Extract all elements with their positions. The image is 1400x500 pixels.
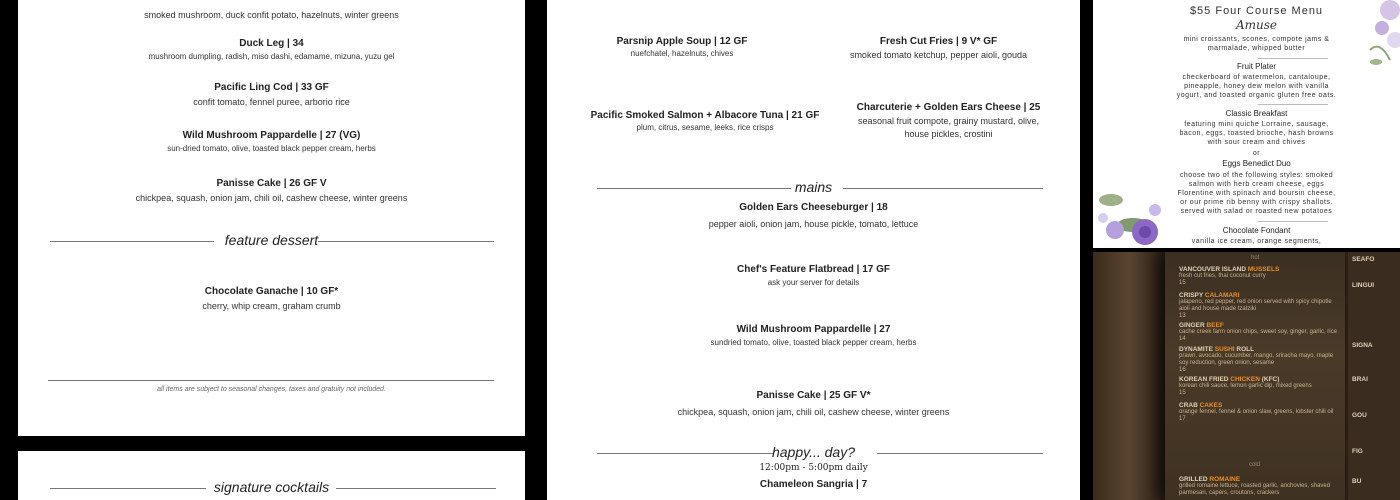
menu-panel-dinner bbox=[18, 0, 525, 436]
item-name: DYNAMITE bbox=[1179, 346, 1215, 353]
section-title-happy-day: happy... day? bbox=[771, 444, 856, 460]
item-price: 13 bbox=[1179, 313, 1186, 319]
menu-item bbox=[797, 36, 1080, 60]
item-name: GRILLED bbox=[1179, 476, 1210, 483]
item-name: KOREAN FRIED bbox=[1179, 376, 1231, 383]
menu-panel-lunch bbox=[547, 0, 1080, 500]
menu-item bbox=[547, 202, 1080, 229]
divider bbox=[1258, 221, 1328, 222]
divider bbox=[1258, 104, 1328, 105]
menu-item bbox=[547, 264, 1080, 287]
item-desc: smoked mushroom, duck confit potato, hazelnuts, winter greens bbox=[144, 10, 399, 20]
item-price: 16 bbox=[1179, 367, 1186, 373]
or-separator: or bbox=[1252, 150, 1261, 157]
menu-item bbox=[547, 324, 1080, 347]
item-name: Chocolate Ganache | 10 GF* bbox=[204, 286, 339, 297]
item-name-highlight: MUSSELS bbox=[1247, 266, 1280, 273]
item-name-highlight: BEEF bbox=[1206, 322, 1224, 329]
item-name: BRAI bbox=[1352, 376, 1368, 383]
menu-title: $55 Four Course Menu bbox=[1189, 5, 1324, 17]
item-name-highlight: CHICKEN bbox=[1230, 376, 1260, 383]
menu-item bbox=[547, 390, 1080, 417]
item-name-highlight: ROMAINE bbox=[1209, 476, 1241, 483]
menu-item bbox=[1179, 346, 1339, 374]
desc-line: served with salad or roasted new potatoes bbox=[1180, 208, 1333, 215]
desc-line: salmon with herb cream cheese, eggs bbox=[1188, 181, 1325, 188]
item-name: Wild Mushroom Pappardelle | 27 bbox=[736, 324, 891, 335]
item-desc: chickpea, squash, onion jam, chili oil, cashew cheese, winter greens bbox=[677, 407, 950, 417]
section-title-feature-dessert: feature dessert bbox=[224, 232, 319, 248]
footnote: all items are subject to seasonal changes, taxes and gratuity not included. bbox=[157, 386, 386, 393]
item-name: FIG bbox=[1352, 448, 1363, 455]
item-desc: cache creek farm onion chips, sweet soy, ginger, garlic, rice bbox=[1179, 329, 1337, 335]
item-name: GINGER bbox=[1179, 322, 1207, 329]
item-name: Wild Mushroom Pappardelle | 27 (VG) bbox=[182, 130, 361, 141]
printed-menu-card-right bbox=[1348, 252, 1400, 500]
desc-line: Florentine with spinach and boursin cheese, bbox=[1177, 190, 1336, 197]
item-name: SIGNA bbox=[1352, 342, 1373, 349]
course-desc: vanilla ice cream, orange segments, bbox=[1191, 238, 1322, 245]
item-desc: pepper aioli, onion jam, house pickle, tomato, lettuce bbox=[708, 219, 919, 229]
item-name: CRISPY bbox=[1179, 292, 1205, 299]
item-price: 15 bbox=[1179, 390, 1186, 396]
menu-item bbox=[18, 178, 525, 203]
menu-item bbox=[18, 38, 525, 61]
item-name: Pacific Ling Cod | 33 GF bbox=[214, 82, 329, 93]
item-name: SEAFO bbox=[1352, 256, 1375, 263]
item-name: Chef's Feature Flatbread | 17 GF bbox=[737, 264, 890, 275]
desc-line: checkerboard of watermelon, cantaloupe, bbox=[1182, 74, 1331, 81]
menu-item bbox=[1179, 376, 1339, 397]
item-name: Panisse Cake | 26 GF V bbox=[216, 178, 327, 189]
desc-line: choose two of the following styles: smoked bbox=[1179, 172, 1334, 179]
item-name: Duck Leg | 34 bbox=[239, 38, 304, 49]
course-title: Chocolate Fondant bbox=[1222, 226, 1291, 235]
photo-background bbox=[1093, 252, 1165, 500]
section-label-cold: cold bbox=[1249, 462, 1261, 468]
menu-item bbox=[1179, 266, 1339, 287]
item-name: Fresh Cut Fries | 9 V* GF bbox=[879, 36, 998, 47]
item-desc: sundried tomato, olive, toasted black pepper cream, herbs bbox=[710, 338, 917, 347]
item-name-highlight: CALAMARI bbox=[1204, 292, 1240, 299]
desc-line: mini croissants, scones, compote jams & bbox=[1183, 36, 1330, 43]
floral-decoration-icon bbox=[1360, 0, 1400, 80]
divider bbox=[48, 380, 494, 381]
brunch-menu-card bbox=[1093, 0, 1400, 248]
menu-item-top bbox=[18, 6, 525, 20]
item-desc: ask your server for details bbox=[767, 278, 860, 287]
item-name: Panisse Cake | 25 GF V* bbox=[756, 390, 871, 401]
course-title: Classic Breakfast bbox=[1225, 109, 1288, 118]
menu-item bbox=[547, 36, 817, 58]
course-title: Fruit Plater bbox=[1236, 62, 1277, 71]
desc-line: featuring mini quiche Lorraine, sausage, bbox=[1184, 121, 1329, 128]
section-label-hot: hot bbox=[1251, 255, 1260, 261]
item-desc: plum, citrus, sesame, leeks, rice crisps bbox=[636, 123, 774, 132]
menu-item bbox=[18, 130, 525, 153]
menu-item-dessert bbox=[18, 286, 525, 311]
menu-item bbox=[1179, 402, 1339, 423]
item-name: Pacific Smoked Salmon + Albacore Tuna | 21 GF bbox=[590, 110, 820, 121]
item-name: LINGUI bbox=[1352, 282, 1375, 289]
item-name-highlight: SUSHI bbox=[1214, 346, 1235, 353]
item-desc: confit tomato, fennel puree, arborio rice bbox=[193, 97, 350, 107]
desc-line: or our prime rib benny with crispy shallots. bbox=[1180, 199, 1333, 206]
item-desc: smoked tomato ketchup, pepper aioli, gouda bbox=[849, 50, 1028, 60]
desc-line: pineapple, honey dew melon with vanilla bbox=[1184, 83, 1329, 90]
menu-item bbox=[1179, 476, 1339, 497]
item-name: GOU bbox=[1352, 412, 1367, 419]
item-desc: chickpea, squash, onion jam, chili oil, cashew cheese, winter greens bbox=[135, 193, 408, 203]
item-price: 17 bbox=[1179, 416, 1186, 422]
item-name-highlight: CAKES bbox=[1199, 402, 1223, 409]
item-name: ROLL bbox=[1234, 346, 1255, 353]
item-desc: korean chili sauce, lemon garlic dip, mixed greens bbox=[1179, 383, 1312, 389]
course-desc bbox=[1153, 120, 1360, 147]
item-name: Charcuterie + Golden Ears Cheese | 25 bbox=[856, 102, 1041, 113]
course-desc bbox=[1153, 73, 1360, 100]
menu-item bbox=[18, 82, 525, 107]
menu-item bbox=[1179, 322, 1339, 343]
item-desc: orange fennel, fennel & onion slaw, greens, lobster chili oil bbox=[1179, 409, 1334, 415]
item-desc: sun-dried tomato, olive, toasted black pepper cream, herbs bbox=[167, 144, 376, 153]
item-name: VANCOUVER ISLAND bbox=[1179, 266, 1248, 273]
item-name: BU bbox=[1352, 478, 1362, 485]
item-desc: cherry, whip cream, graham crumb bbox=[202, 301, 341, 311]
course-title: Eggs Benedict Duo bbox=[1222, 159, 1291, 168]
printed-menu-card bbox=[1165, 252, 1345, 500]
item-desc: mushroom dumpling, radish, miso dashi, edamame, mizuna, yuzu gel bbox=[148, 52, 395, 61]
course-desc bbox=[1153, 35, 1360, 53]
menu-item bbox=[547, 110, 863, 132]
item-price: 14 bbox=[1179, 336, 1186, 342]
section-title-mains: mains bbox=[794, 179, 833, 195]
item-desc: jalapeno, red pepper, red onion served with spicy chipotle aioli and house made tzatziki bbox=[1179, 299, 1332, 312]
item-name: CRAB bbox=[1179, 402, 1200, 409]
happy-hour-item: Chameleon Sangria | 7 bbox=[759, 479, 868, 490]
item-desc: grilled romaine lettuce, roasted garlic, anchovies, shaved parmesan, capers, croutons, crackers bbox=[1179, 483, 1331, 496]
item-desc: prawn, avocado, cucumber, mango, sriracha mayo, maple soy reduction, green onion, sesame bbox=[1179, 353, 1334, 366]
photo-menu bbox=[1093, 252, 1400, 500]
desc-line: bacon, eggs, toasted brioche, hash browns bbox=[1179, 130, 1334, 137]
item-desc: seasonal fruit compote, grainy mustard, olive, bbox=[857, 116, 1040, 126]
menu-panel-cocktails bbox=[18, 451, 525, 500]
item-desc-line2: house pickles, crostini bbox=[904, 129, 993, 139]
course-desc bbox=[1153, 171, 1360, 216]
item-price: 15 bbox=[1179, 280, 1186, 286]
course-title-amuse: Amuse bbox=[1235, 18, 1278, 32]
desc-line: yogurt, and toasted organic gluten free oats. bbox=[1176, 92, 1337, 99]
desc-line: with sour cream and chives bbox=[1207, 139, 1306, 146]
menu-item bbox=[817, 102, 1080, 139]
item-name: (KFC) bbox=[1259, 376, 1280, 383]
desc-line: marmalade, whipped butter bbox=[1207, 45, 1306, 52]
item-desc: fresh cut fries, thai coconut curry bbox=[1179, 273, 1266, 279]
section-title-signature-cocktails: signature cocktails bbox=[213, 479, 330, 495]
happy-hour-time: 12:00pm - 5:00pm daily bbox=[759, 463, 868, 473]
item-name: Parsnip Apple Soup | 12 GF bbox=[616, 36, 748, 47]
item-desc: nuefchatel, hazelnuts, chives bbox=[630, 49, 734, 58]
menu-item bbox=[1179, 292, 1339, 320]
item-name: Golden Ears Cheeseburger | 18 bbox=[739, 202, 888, 213]
divider bbox=[1258, 58, 1328, 59]
